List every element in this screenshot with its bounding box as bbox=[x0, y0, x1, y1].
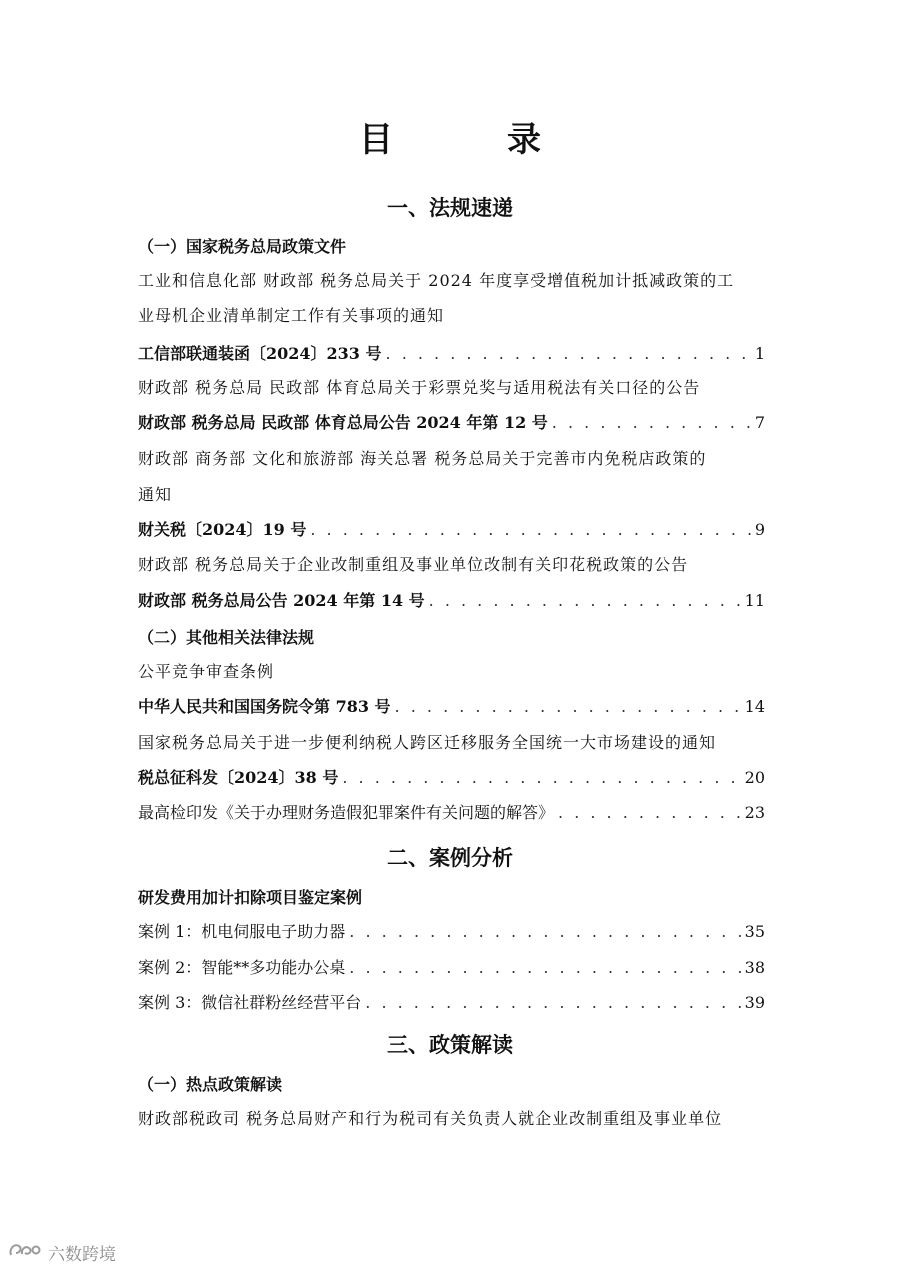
toc-page-number: 38 bbox=[744, 958, 765, 977]
leader-dots bbox=[342, 768, 740, 787]
toc-title-line: 国家税务总局关于进一步便利纳税人跨区迁移服务全国统一大市场建设的通知 bbox=[138, 733, 717, 752]
section-heading-case-analysis: 二、案例分析 bbox=[387, 846, 513, 870]
toc-entry-label: 税总征科发〔2024〕38 号 bbox=[138, 768, 339, 787]
toc-page-number: 23 bbox=[744, 803, 765, 822]
toc-entry-label: 财政部 税务总局公告 2024 年第 14 号 bbox=[138, 591, 425, 610]
toc-entry[interactable] bbox=[138, 800, 765, 823]
page-title: 目 录 bbox=[359, 120, 581, 160]
section-heading-policy-interpretation: 三、政策解读 bbox=[387, 1033, 513, 1057]
toc-entry[interactable] bbox=[138, 517, 765, 540]
toc-entry-label: 案例 3：微信社群粉丝经营平台 bbox=[138, 993, 362, 1012]
toc-title-line: 通知 bbox=[138, 485, 173, 504]
toc-title-line: 财政部 税务总局关于企业改制重组及事业单位改制有关印花税政策的公告 bbox=[138, 555, 689, 574]
subheading-hot-policies: （一）热点政策解读 bbox=[138, 1075, 283, 1094]
toc-entry-label: 工信部联通装函〔2024〕233 号 bbox=[138, 344, 382, 363]
subheading-rd-cases: 研发费用加计扣除项目鉴定案例 bbox=[138, 888, 363, 907]
toc-title-line: 公平竞争审查条例 bbox=[138, 662, 275, 681]
toc-entry[interactable] bbox=[138, 765, 765, 788]
subheading-other-laws: （二）其他相关法律法规 bbox=[138, 628, 315, 647]
toc-entry[interactable] bbox=[138, 919, 765, 942]
leader-dots bbox=[349, 922, 740, 941]
toc-title-line: 业母机企业清单制定工作有关事项的通知 bbox=[138, 306, 445, 325]
toc-entry[interactable] bbox=[138, 410, 765, 433]
toc-entry-label: 案例 2：智能**多功能办公桌 bbox=[138, 958, 346, 977]
toc-page-number: 7 bbox=[754, 413, 765, 432]
watermark-text: 六数跨境 bbox=[48, 1245, 116, 1265]
leader-dots bbox=[558, 803, 741, 822]
toc-entry-label: 财关税〔2024〕19 号 bbox=[138, 520, 307, 539]
toc-entry[interactable] bbox=[138, 341, 765, 364]
toc-entry-label: 财政部 税务总局 民政部 体育总局公告 2024 年第 12 号 bbox=[138, 413, 548, 432]
toc-entry[interactable] bbox=[138, 990, 765, 1013]
toc-page-number: 1 bbox=[754, 344, 765, 363]
logo-icon bbox=[8, 1241, 42, 1264]
section-heading-regulations: 一、法规速递 bbox=[387, 196, 513, 220]
toc-title-line: 财政部税政司 税务总局财产和行为税司有关负责人就企业改制重组及事业单位 bbox=[138, 1109, 723, 1128]
toc-entry[interactable] bbox=[138, 694, 765, 717]
leader-dots bbox=[310, 520, 750, 539]
toc-entry[interactable] bbox=[138, 955, 765, 978]
leader-dots bbox=[386, 344, 751, 363]
toc-entry-label: 案例 1：机电伺服电子助力器 bbox=[138, 922, 346, 941]
leader-dots bbox=[429, 591, 741, 610]
toc-title-line: 财政部 税务总局 民政部 体育总局关于彩票兑奖与适用税法有关口径的公告 bbox=[138, 378, 701, 397]
leader-dots bbox=[395, 697, 741, 716]
toc-page-number: 20 bbox=[744, 768, 765, 787]
toc-title-line: 工业和信息化部 财政部 税务总局关于 2024 年度享受增值税加计抵减政策的工 bbox=[138, 271, 735, 290]
toc-title-line: 财政部 商务部 文化和旅游部 海关总署 税务总局关于完善市内免税店政策的 bbox=[138, 449, 707, 468]
subheading-tax-bureau-documents: （一）国家税务总局政策文件 bbox=[138, 237, 347, 256]
toc-page-number: 35 bbox=[744, 922, 765, 941]
toc-page-number: 9 bbox=[754, 520, 765, 539]
leader-dots bbox=[365, 993, 740, 1012]
toc-page-number: 11 bbox=[744, 591, 765, 610]
leader-dots bbox=[552, 413, 751, 432]
watermark bbox=[8, 1240, 116, 1265]
toc-page-number: 39 bbox=[744, 993, 765, 1012]
toc-entry-label: 最高检印发《关于办理财务造假犯罪案件有关问题的解答》 bbox=[138, 803, 555, 822]
toc-page-number: 14 bbox=[744, 697, 765, 716]
toc-entry[interactable] bbox=[138, 588, 765, 611]
toc-entry-label: 中华人民共和国国务院令第 783 号 bbox=[138, 697, 391, 716]
leader-dots bbox=[349, 958, 740, 977]
